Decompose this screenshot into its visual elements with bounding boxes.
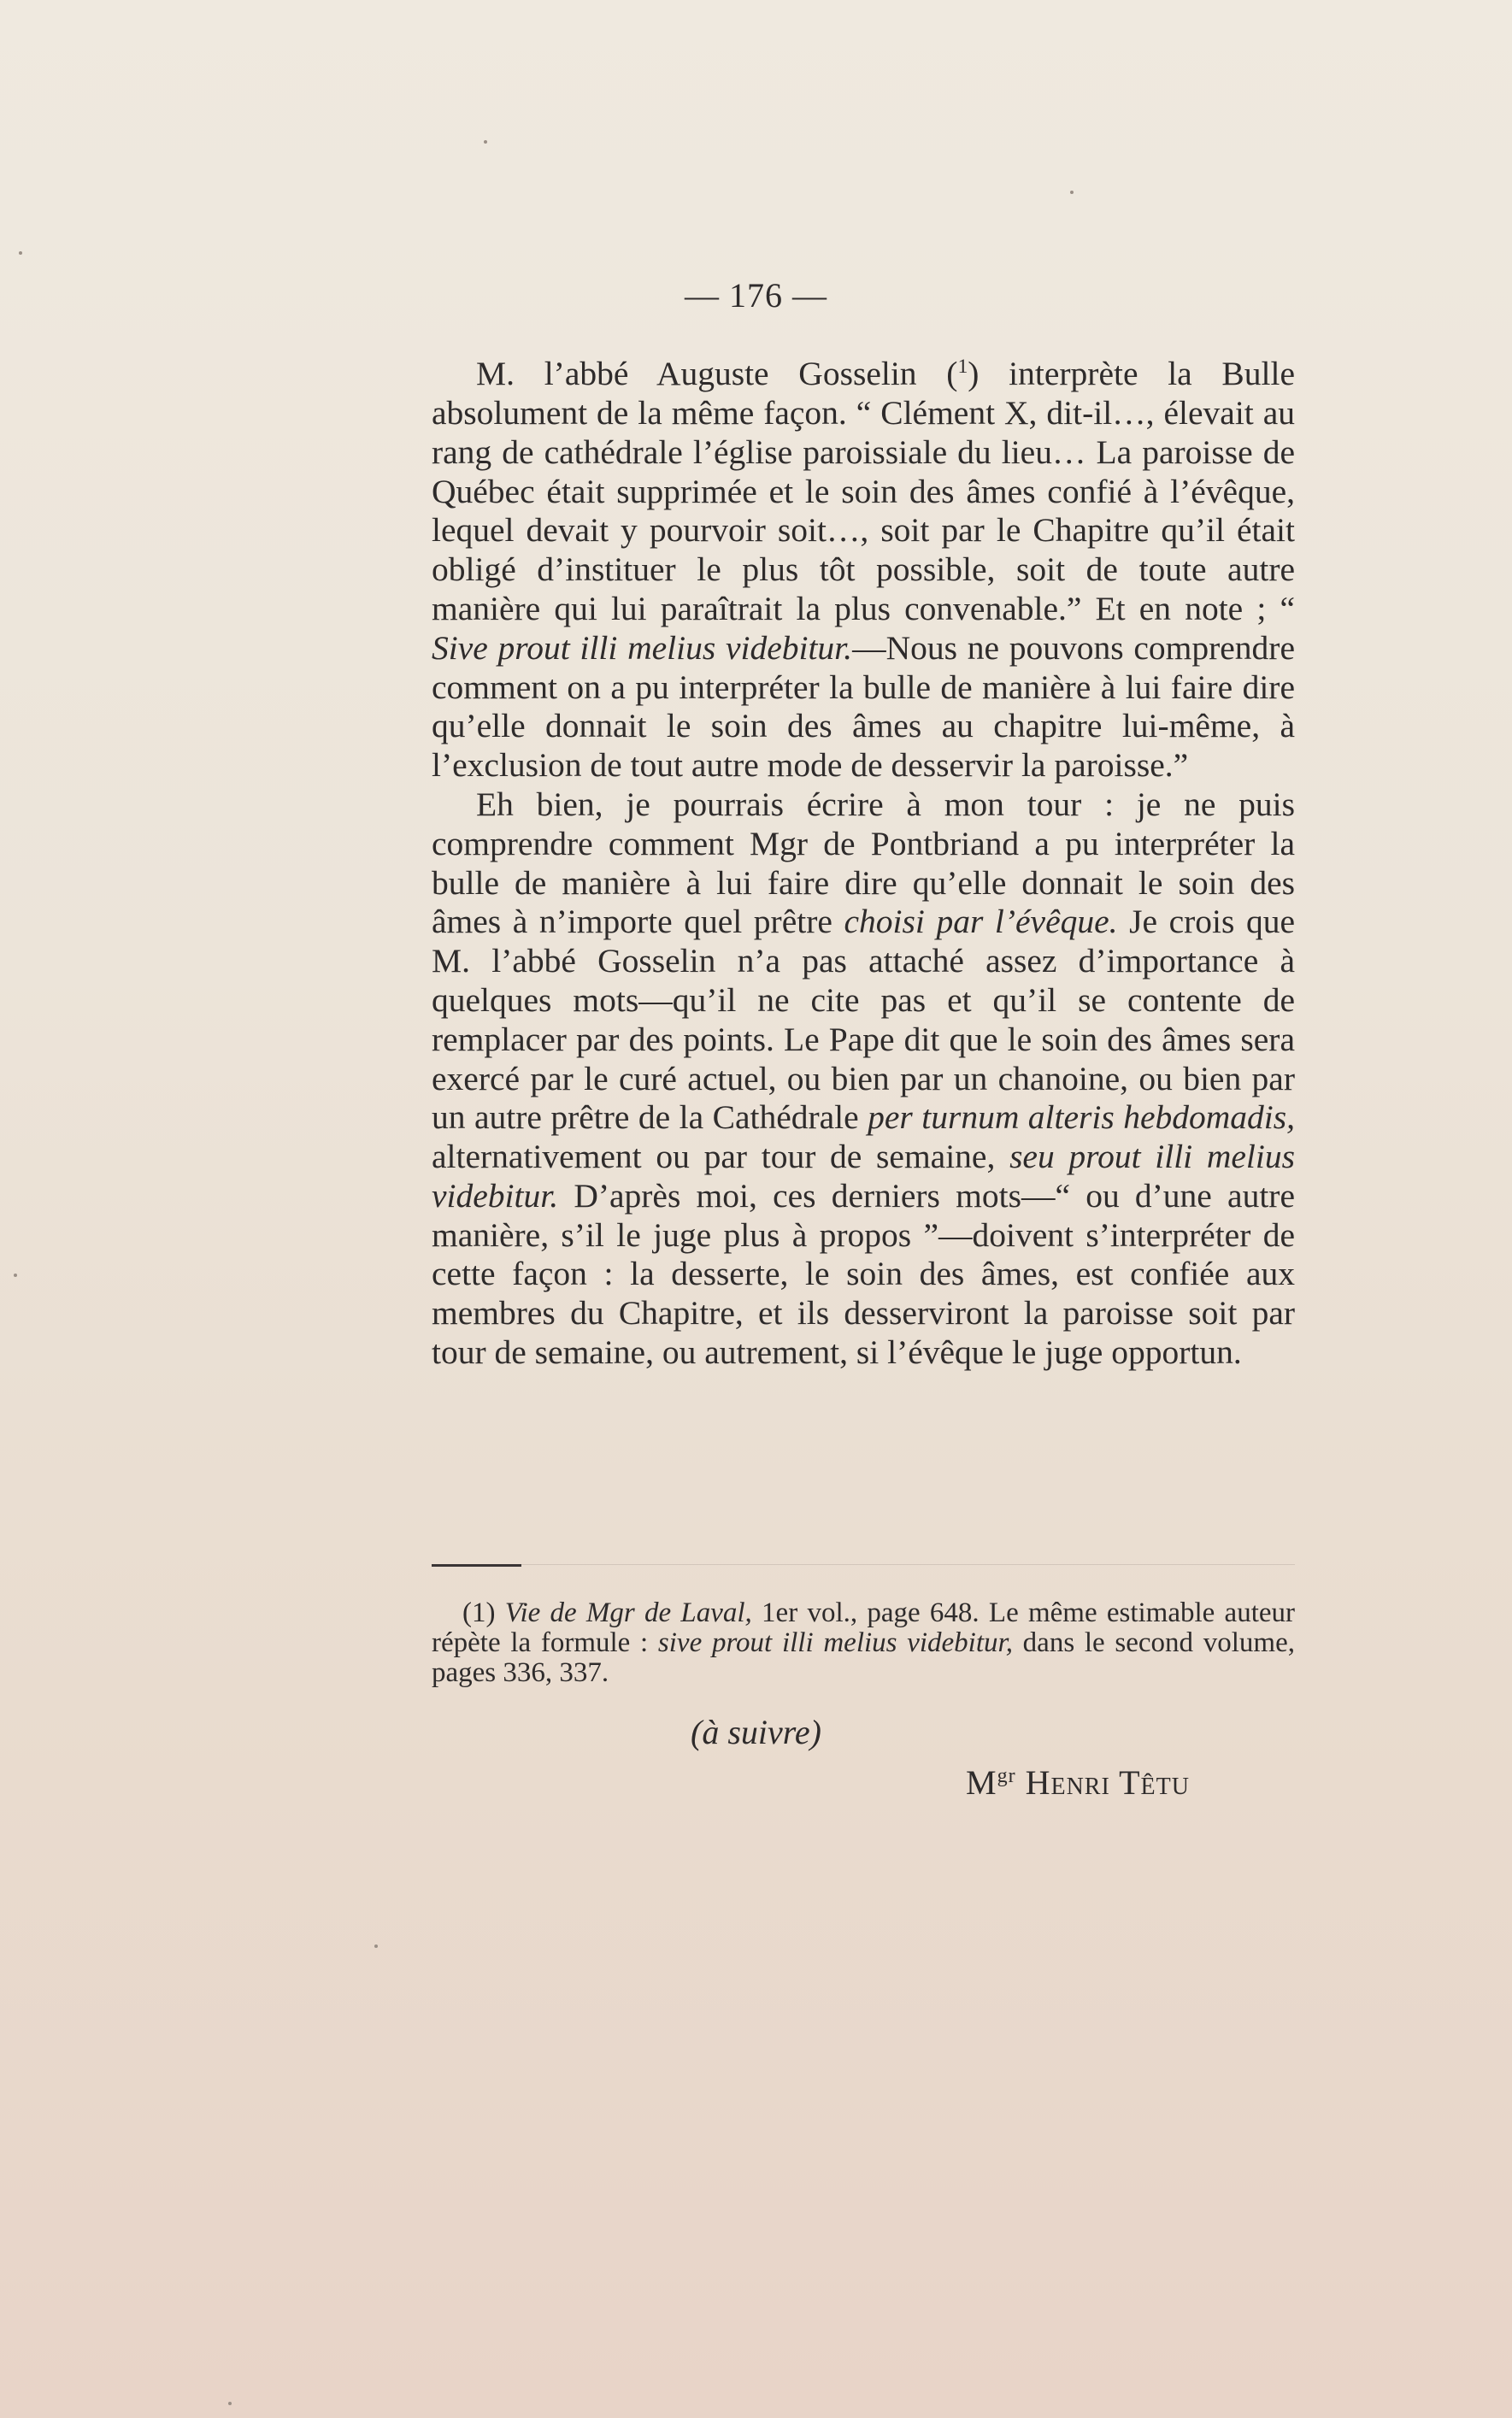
- footnote-marker: (1): [462, 1597, 496, 1628]
- paragraph-2-segment: Je crois que M. l’abbé Gosselin n’a pas attaché assez d’importance à quelques mots—qu’il ne cite pas et qu’il se contente de remplacer par des points. Le Pape dit que le soin des âmes sera exercé par le curé actuel, ou bien par un chanoine, ou bien par un autre prêtre de la Cathédrale: [432, 903, 1296, 1137]
- paragraph-2-segment: alternativement ou par tour de semaine,: [432, 1138, 1010, 1176]
- footnote-text: [432, 1597, 1295, 1688]
- paper-speck: [228, 2402, 232, 2405]
- footnote-segment: Vie de Mgr de Laval,: [504, 1597, 752, 1628]
- paragraph-2-segment: Eh bien, je pourrais écrire à mon tour : je ne puis comprendre comment Mgr de Pontbriand a pu interpréter la bulle de manière à lui faire dire qu’elle donnait le soin des âmes à n’importe quel prêtre: [432, 785, 1295, 941]
- paragraph-2: [432, 785, 1295, 1373]
- page-number: — 176 —: [685, 276, 827, 315]
- author-signature: [966, 1762, 1308, 1803]
- paragraph-2-segment: D’après moi, ces derniers mots—“ ou d’une autre manière, s’il le juge plus à propos ”—doivent s’interpréter de cette façon : la desserte, le soin des âmes, est confiée aux membres du Chapitre, et ils desserviront la paroisse soit par tour de semaine, ou autrement, si l’évêque le juge opportun.: [432, 1176, 1295, 1372]
- footnote: [432, 1598, 1295, 1688]
- signature-name: Henri Têtu: [1025, 1763, 1190, 1802]
- paper-speck: [14, 1274, 17, 1277]
- signature-title: $M^{gr}$: [966, 1763, 1016, 1802]
- paragraph-2-segment: seu prout illi melius videbitur.: [432, 1138, 1295, 1215]
- paragraph-1-segment: M. l’abbé Auguste Gosselin (: [476, 355, 958, 393]
- footnote-segment: 1er vol., page 648. Le même estimable auteur répète la formule :: [432, 1597, 1295, 1658]
- footnote-segment: dans le second volume, pages 336, 337.: [432, 1627, 1295, 1688]
- paragraph-1-segment: 1: [957, 356, 968, 378]
- paragraph-2-segment: choisi par l’évêque.: [844, 903, 1118, 941]
- footnote-rule-dash: [432, 1564, 521, 1567]
- paper-speck: [1070, 191, 1074, 194]
- paragraph-2-segment: per turnum alteris hebdomadis,: [868, 1098, 1295, 1137]
- paper-speck: [484, 140, 487, 144]
- paragraph-1-segment: —Nous ne pouvons comprendre comment on a pu interpréter la bulle de manière à lui faire dire qu’elle donnait le soin des âmes au chapitre lui-même, à l’exclusion de tout autre mode de desservir la paroisse.”: [432, 628, 1295, 785]
- paragraph-1-segment: ) interprète la Bulle absolument de la même façon. “ Clément X, dit-il…, élevait au rang de cathédrale l’église paroissiale du lieu… La paroisse de Québec était supprimée et le soin des âmes confié à l’évêque, lequel devait y pourvoir soit…, soit par le Chapitre qu’il était obligé d’instituer le plus tôt possible, soit de toute autre manière qui lui paraîtrait la plus convenable.” Et en note ; “: [432, 355, 1295, 627]
- paper-speck: [374, 1944, 378, 1948]
- footnote-rule-line: [432, 1564, 1295, 1565]
- paragraph-1-segment: Sive prout illi melius videbitur.: [432, 628, 853, 667]
- paper-speck: [19, 251, 22, 255]
- to-be-continued: (à suivre): [691, 1713, 821, 1751]
- main-text: [432, 348, 1295, 1373]
- paragraph-1: [432, 348, 1295, 785]
- footnote-segment: sive prout illi melius videbitur,: [657, 1627, 1013, 1658]
